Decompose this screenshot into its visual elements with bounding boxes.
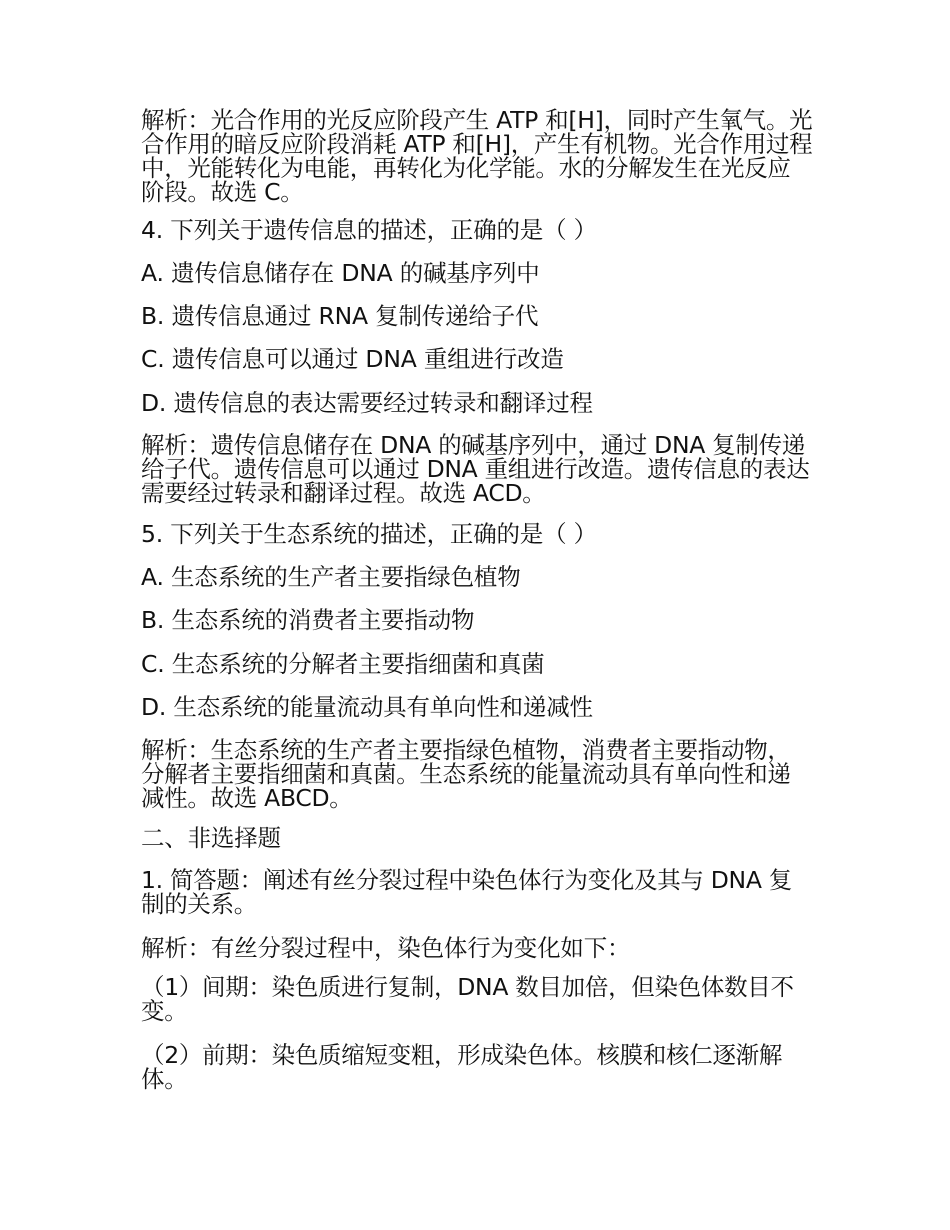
short-answer-analysis-intro: 解析：有丝分裂过程中，染色体行为变化如下： bbox=[141, 934, 631, 962]
q4-option-c: C. 遗传信息可以通过 DNA 重组进行改造 bbox=[141, 345, 564, 373]
q5-analysis: 解析：生态系统的生产者主要指绿色植物，消费者主要指动物，分解者主要指细菌和真菌。生态系统的能量流动具有单向性和递减性。故选 ABCD。 bbox=[141, 736, 791, 812]
q4-option-d: D. 遗传信息的表达需要经过转录和翻译过程 bbox=[141, 389, 593, 417]
q4-stem: 4. 下列关于遗传信息的描述，正确的是（ ） bbox=[141, 216, 597, 244]
short-answer-question: 1. 简答题：阐述有丝分裂过程中染色体行为变化及其与 DNA 复制的关系。 bbox=[141, 866, 792, 918]
q4-analysis: 解析：遗传信息储存在 DNA 的碱基序列中，通过 DNA 复制传递给子代。遗传信息可以通过 DNA 重组进行改造。遗传信息的表达需要经过转录和翻译过程。故选 ACD。 bbox=[141, 431, 810, 507]
stage-interphase: （1）间期：染色质进行复制，DNA 数目加倍，但染色体数目不变。 bbox=[141, 973, 794, 1025]
stage-prophase: （2）前期：染色质缩短变粗，形成染色体。核膜和核仁逐渐解体。 bbox=[141, 1041, 783, 1093]
q5-stem: 5. 下列关于生态系统的描述，正确的是（ ） bbox=[141, 520, 597, 548]
q4-option-a: A. 遗传信息储存在 DNA 的碱基序列中 bbox=[141, 259, 540, 287]
q3-analysis: 解析：光合作用的光反应阶段产生 ATP 和[H]，同时产生氧气。光合作用的暗反应阶段消耗 ATP 和[H]，产生有机物。光合作用过程中，光能转化为电能，再转化为化学能。水的分解发生在光反应阶段。故选 C。 bbox=[141, 106, 813, 206]
section-title: 二、非选择题 bbox=[141, 824, 281, 852]
q5-option-b: B. 生态系统的消费者主要指动物 bbox=[141, 606, 475, 634]
q4-option-b: B. 遗传信息通过 RNA 复制传递给子代 bbox=[141, 302, 539, 330]
q5-option-a: A. 生态系统的生产者主要指绿色植物 bbox=[141, 563, 521, 591]
q5-option-c: C. 生态系统的分解者主要指细菌和真菌 bbox=[141, 650, 545, 678]
q5-option-d: D. 生态系统的能量流动具有单向性和递减性 bbox=[141, 693, 593, 721]
